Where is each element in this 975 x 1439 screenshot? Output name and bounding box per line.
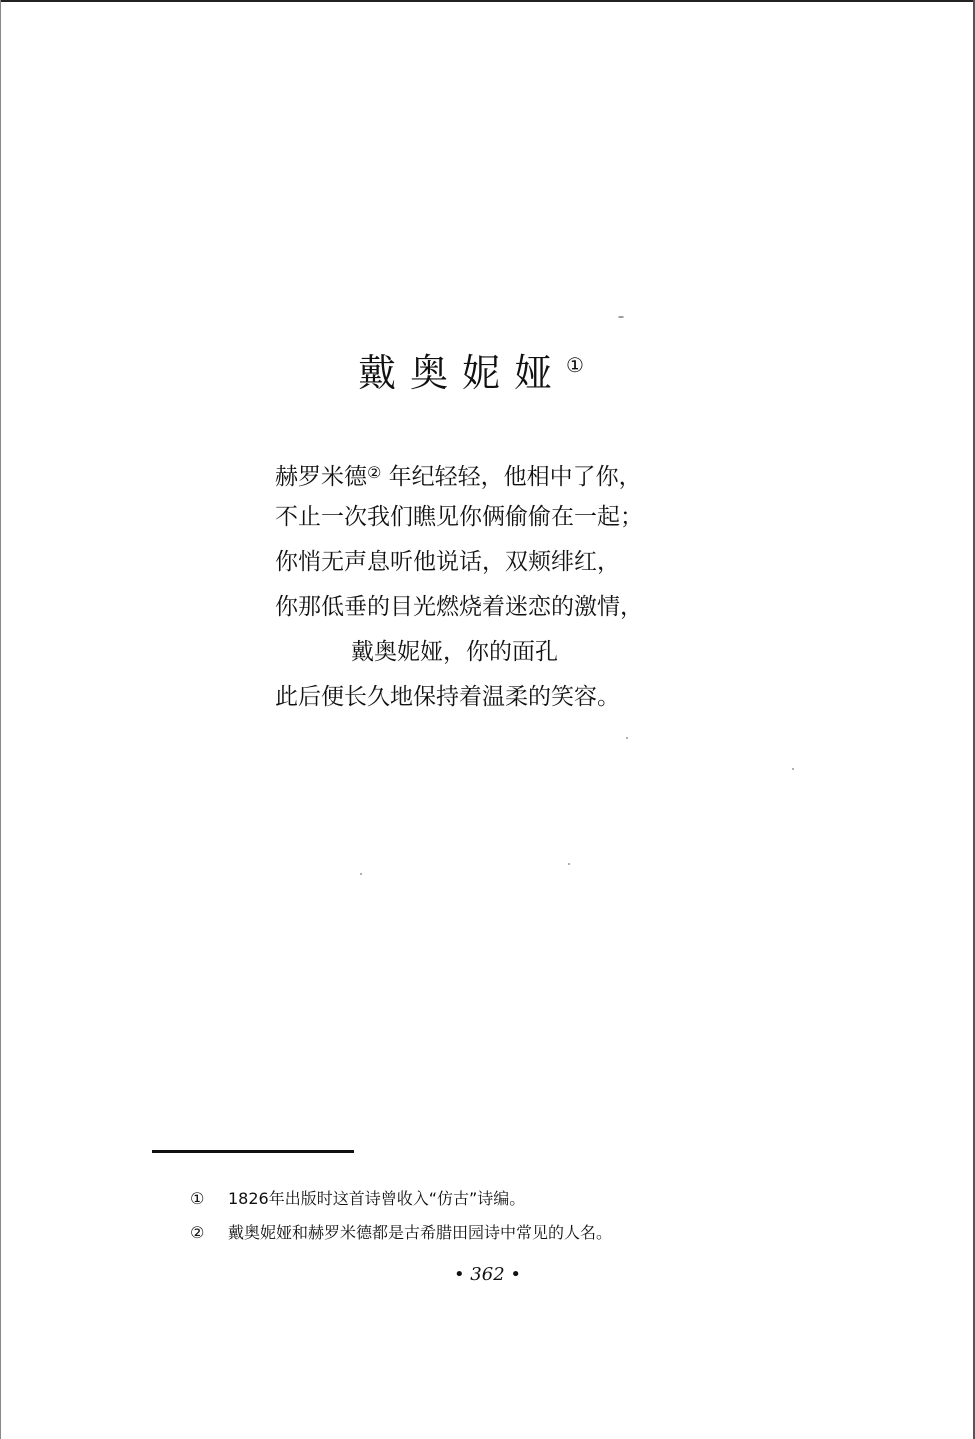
poem-line-1 [275,450,795,495]
page-number: • 362 • [453,1264,522,1285]
footnote-2 [190,1216,612,1250]
page-top-edge [0,0,975,2]
poem-line-1-start: 赫罗米德 [275,464,367,490]
poem-line-3: 你悄无声息听他说话，双颊绯红， [275,549,620,575]
poem-line-5: 戴奥妮娅，你的面孔 [351,639,558,665]
poem-title-text: 戴奥妮娅 [358,351,567,395]
title-note-mark: ① [566,353,584,377]
footnote-2-marker: ② [190,1223,205,1242]
footnotes [190,1182,612,1250]
poem-line-1-end: 年纪轻轻，他相中了你， [388,464,642,490]
poem-title [358,342,584,397]
scan-speck [792,768,794,770]
scan-speck [626,737,628,739]
scan-speck [360,873,362,875]
page-left-edge [0,0,1,1439]
footnote-1-marker: ① [190,1189,205,1208]
footnote-1-text: 1826年出版时这首诗曾收入“仿古”诗编。 [228,1189,526,1208]
footnote-2-text: 戴奥妮娅和赫罗米德都是古希腊田园诗中常见的人名。 [228,1223,613,1242]
poem-body [275,450,795,720]
scan-speck [618,316,624,318]
scan-speck [568,863,570,865]
poem-line-2: 不止一次我们瞧见你俩偷偷在一起； [275,504,643,530]
footnote-divider [152,1150,354,1153]
poem-line-6: 此后便长久地保持着温柔的笑容。 [275,684,620,710]
poem-line-4: 你那低垂的目光燃烧着迷恋的激情， [275,594,643,620]
poem-line-1-note-mark: ② [367,463,382,482]
footnote-1 [190,1182,612,1216]
